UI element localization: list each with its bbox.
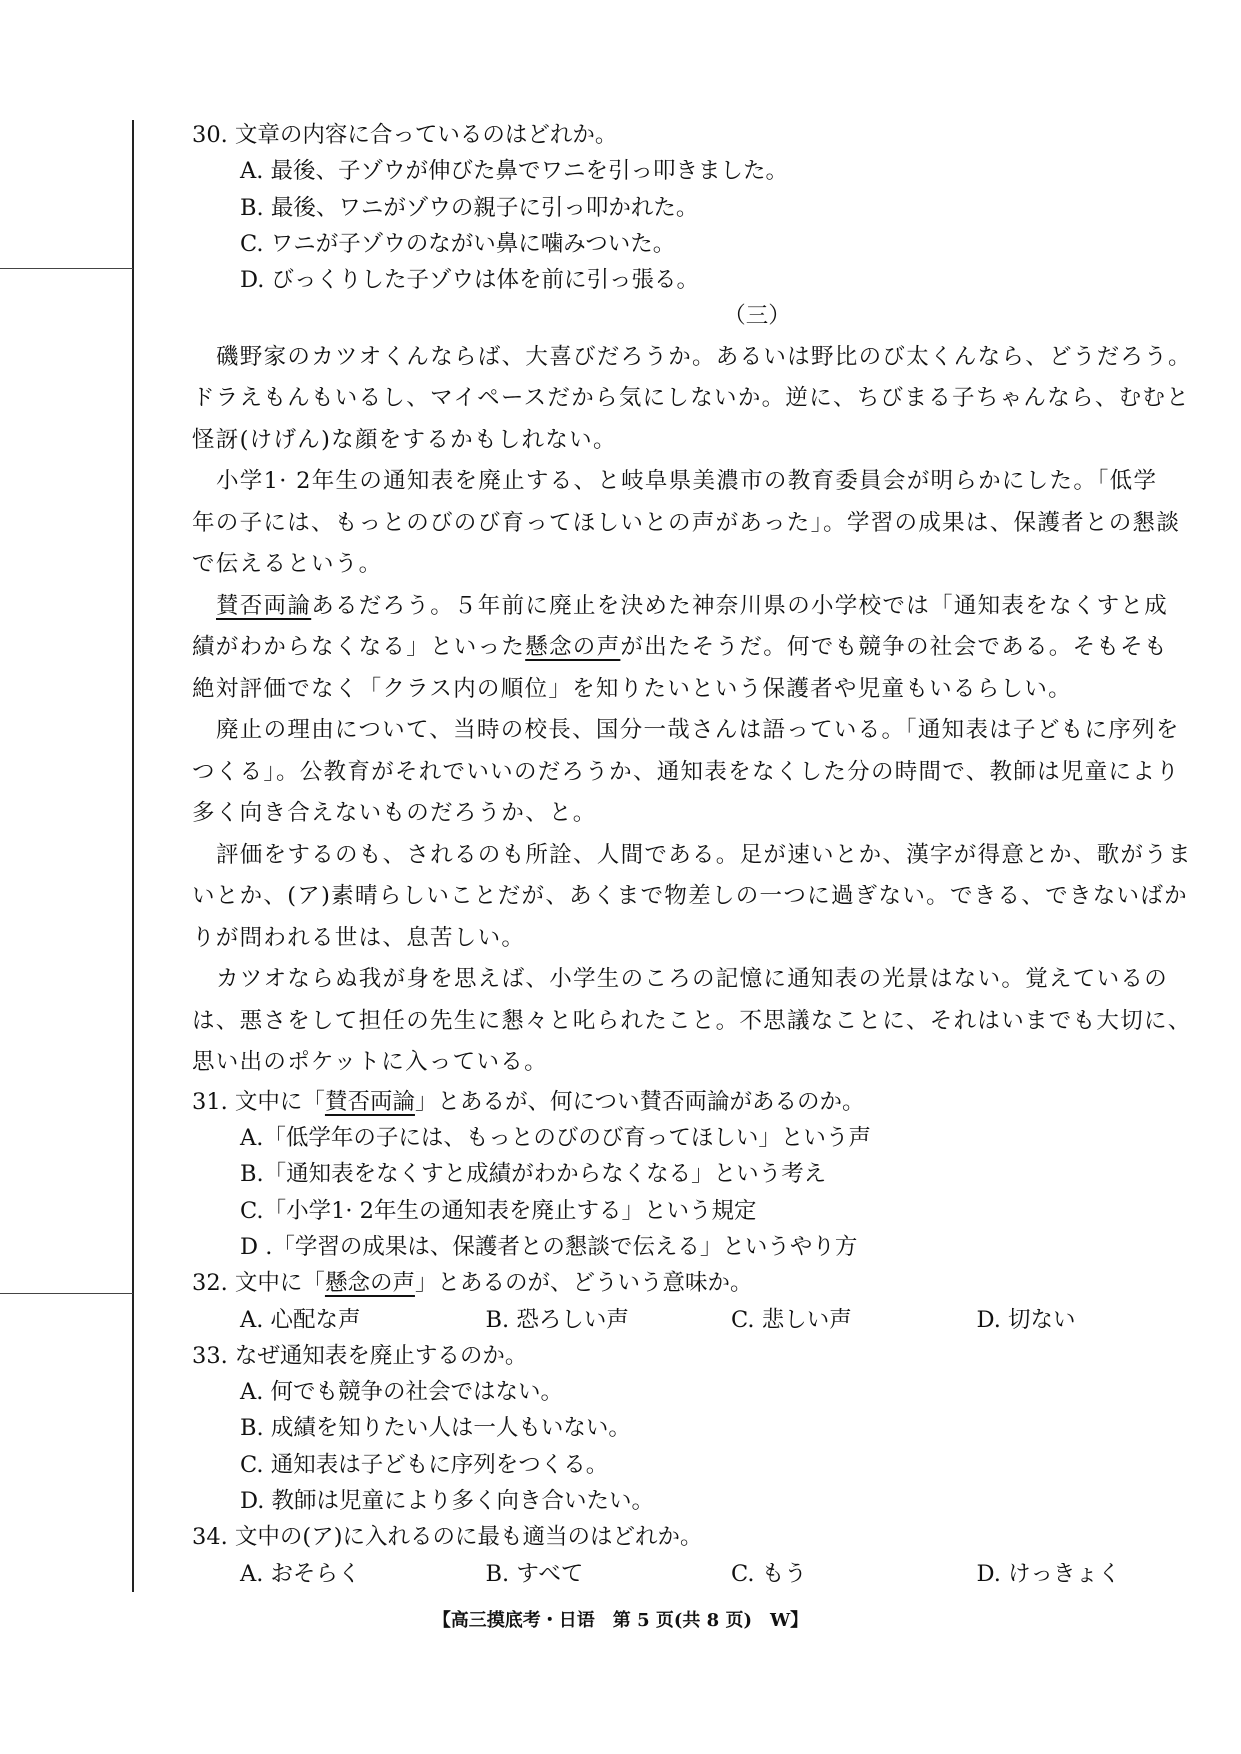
option-c: C. 通知表は子どもに序列をつくる。 [240, 1451, 609, 1478]
paragraph-4 [192, 710, 1222, 835]
underlined-term: 懸念の声 [525, 634, 621, 661]
option-b: B. 恐ろしい声 [485, 1306, 629, 1333]
passage-line: カツオならぬ我が身を思えば、小学生のころの記憶に通知表の光景はない。覚えているの [216, 966, 1169, 993]
option-b: B.「通知表をなくすと成績がわからなくなる」という考え [240, 1161, 827, 1188]
section-title: （三） [723, 303, 791, 330]
passage-line: は、悪さをして担任の先生に懇々と叱られたこと。不思議なことに、それはいまでも大切に、 [192, 1007, 1192, 1034]
option-a: A.「低学年の子には、もっとのびのび育ってほしい」という声 [240, 1125, 871, 1152]
option-a: A. 何でも競争の社会ではない。 [240, 1379, 564, 1406]
passage-line [192, 627, 1222, 669]
question-suffix: 」とあるのが、どういう意味か。 [414, 1270, 753, 1297]
passage-line: 廃止の理由について、当時の校長、国分一哉さんは語っている。「通知表は子どもに序列を [216, 717, 1180, 744]
question-34 [192, 1519, 1222, 1592]
paragraph-5 [192, 835, 1222, 960]
passage-line: ドラえもんもいるし、マイペースだから気にしないか。逆に、ちびまる子ちゃんなら、むむと [192, 385, 1191, 412]
passage-text: あるだろう。５年前に廃止を決めた神奈川県の小学校では「通知表をなくすと成 [311, 592, 1169, 619]
reading-passage [192, 337, 1222, 1084]
paragraph-3 [192, 586, 1222, 711]
option-d: D. 教師は児童により多く向き合いたい。 [240, 1488, 655, 1515]
passage-line: 多く向き合えないものだろうか、と。 [192, 800, 597, 827]
question-31 [192, 1084, 1222, 1265]
option-c: C. ワニが子ゾウのながい鼻に噛みついた。 [240, 230, 676, 257]
option-c: C.「小学1· 2年生の通知表を廃止する」という規定 [240, 1197, 757, 1224]
passage-line: 怪訝(けげん)な顔をするかもしれない。 [192, 426, 617, 453]
option-b: B. 成績を知りたい人は一人もいない。 [240, 1415, 631, 1442]
question-suffix: 」とあるが、何につい賛否両論があるのか。 [414, 1088, 865, 1115]
passage-text: 績がわからなくなる」といった [192, 634, 526, 661]
binding-margin-line [132, 120, 134, 1592]
passage-line: で伝えるという。 [192, 551, 383, 578]
paragraph-6 [192, 959, 1222, 1084]
option-d: D. けっきょく [976, 1560, 1121, 1587]
options-row [192, 1556, 1222, 1592]
question-text: 34. 文中の(ア)に入れるのに最も適当のはどれか。 [192, 1524, 703, 1551]
passage-line: 小学1· 2年生の通知表を廃止する、と岐阜県美濃市の教育委員会が明らかにした。「低学 [216, 468, 1158, 495]
passage-line: りが問われる世は、息苦しい。 [192, 924, 526, 951]
underlined-term: 賛否両論 [324, 1088, 415, 1115]
passage-line [192, 586, 1222, 628]
passage-line: 年の子には、もっとのびのび育ってほしいとの声があった」。学習の成果は、保護者との懇談 [192, 509, 1181, 536]
passage-line: いとか、(ア)素晴らしいことだが、あくまで物差しの一つに過ぎない。できる、できないばか [192, 883, 1188, 910]
margin-tick [0, 1293, 133, 1294]
option-a: A. おそらく [240, 1560, 361, 1587]
passage-line: 絶対評価でなく「クラス内の順位」を知りたいという保護者や児童もいるらしい。 [192, 675, 1072, 702]
question-text [192, 1084, 1222, 1120]
question-30 [192, 117, 1222, 298]
passage-line: 思い出のポケットに入っている。 [192, 1049, 548, 1076]
paragraph-1 [192, 337, 1222, 462]
option-a: A. 最後、子ゾウが伸びた鼻でワニを引っ叩きました。 [240, 158, 789, 185]
option-b: B. 最後、ワニがゾウの親子に引っ叩かれた。 [240, 194, 699, 221]
option-b: B. すべて [485, 1560, 584, 1587]
question-text [192, 1265, 1222, 1301]
question-text: 30. 文章の内容に合っているのはどれか。 [192, 122, 618, 148]
passage-text: が出たそうだ。何でも競争の社会である。そもそも [620, 634, 1168, 661]
underlined-term: 賛否両論 [216, 592, 312, 619]
option-a: A. 心配な声 [240, 1306, 361, 1333]
option-c: C. もう [731, 1560, 807, 1587]
question-text: 33. なぜ通知表を廃止するのか。 [192, 1342, 528, 1369]
options-row [192, 1302, 1222, 1338]
question-prefix: 31. 文中に「 [192, 1088, 325, 1115]
option-d: D. 切ない [976, 1306, 1076, 1333]
underlined-term: 懸念の声 [324, 1270, 415, 1297]
option-c: C. 悲しい声 [731, 1306, 852, 1333]
question-33 [192, 1338, 1222, 1519]
question-prefix: 32. 文中に「 [192, 1270, 325, 1297]
passage-line: 評価をするのも、されるのも所詮、人間である。足が速いとか、漢字が得意とか、歌がうま [216, 841, 1192, 868]
passage-line: 磯野家のカツオくんならば、大喜びだろうか。あるいは野比のび太くんなら、どうだろう。 [216, 343, 1192, 370]
page-content [192, 117, 1222, 1592]
margin-tick [0, 268, 133, 269]
passage-line: つくる」。公教育がそれでいいのだろうか、通知表をなくした分の時間で、教師は児童により [192, 758, 1180, 785]
question-32 [192, 1265, 1222, 1338]
option-d: D. びっくりした子ゾウは体を前に引っ張る。 [240, 267, 700, 294]
option-d: D .「学習の成果は、保護者との懇談で伝える」というやり方 [240, 1233, 858, 1260]
paragraph-2 [192, 461, 1222, 586]
page-footer: 【高三摸底考・日语 第 5 页(共 8 页) W】 [432, 1610, 809, 1631]
